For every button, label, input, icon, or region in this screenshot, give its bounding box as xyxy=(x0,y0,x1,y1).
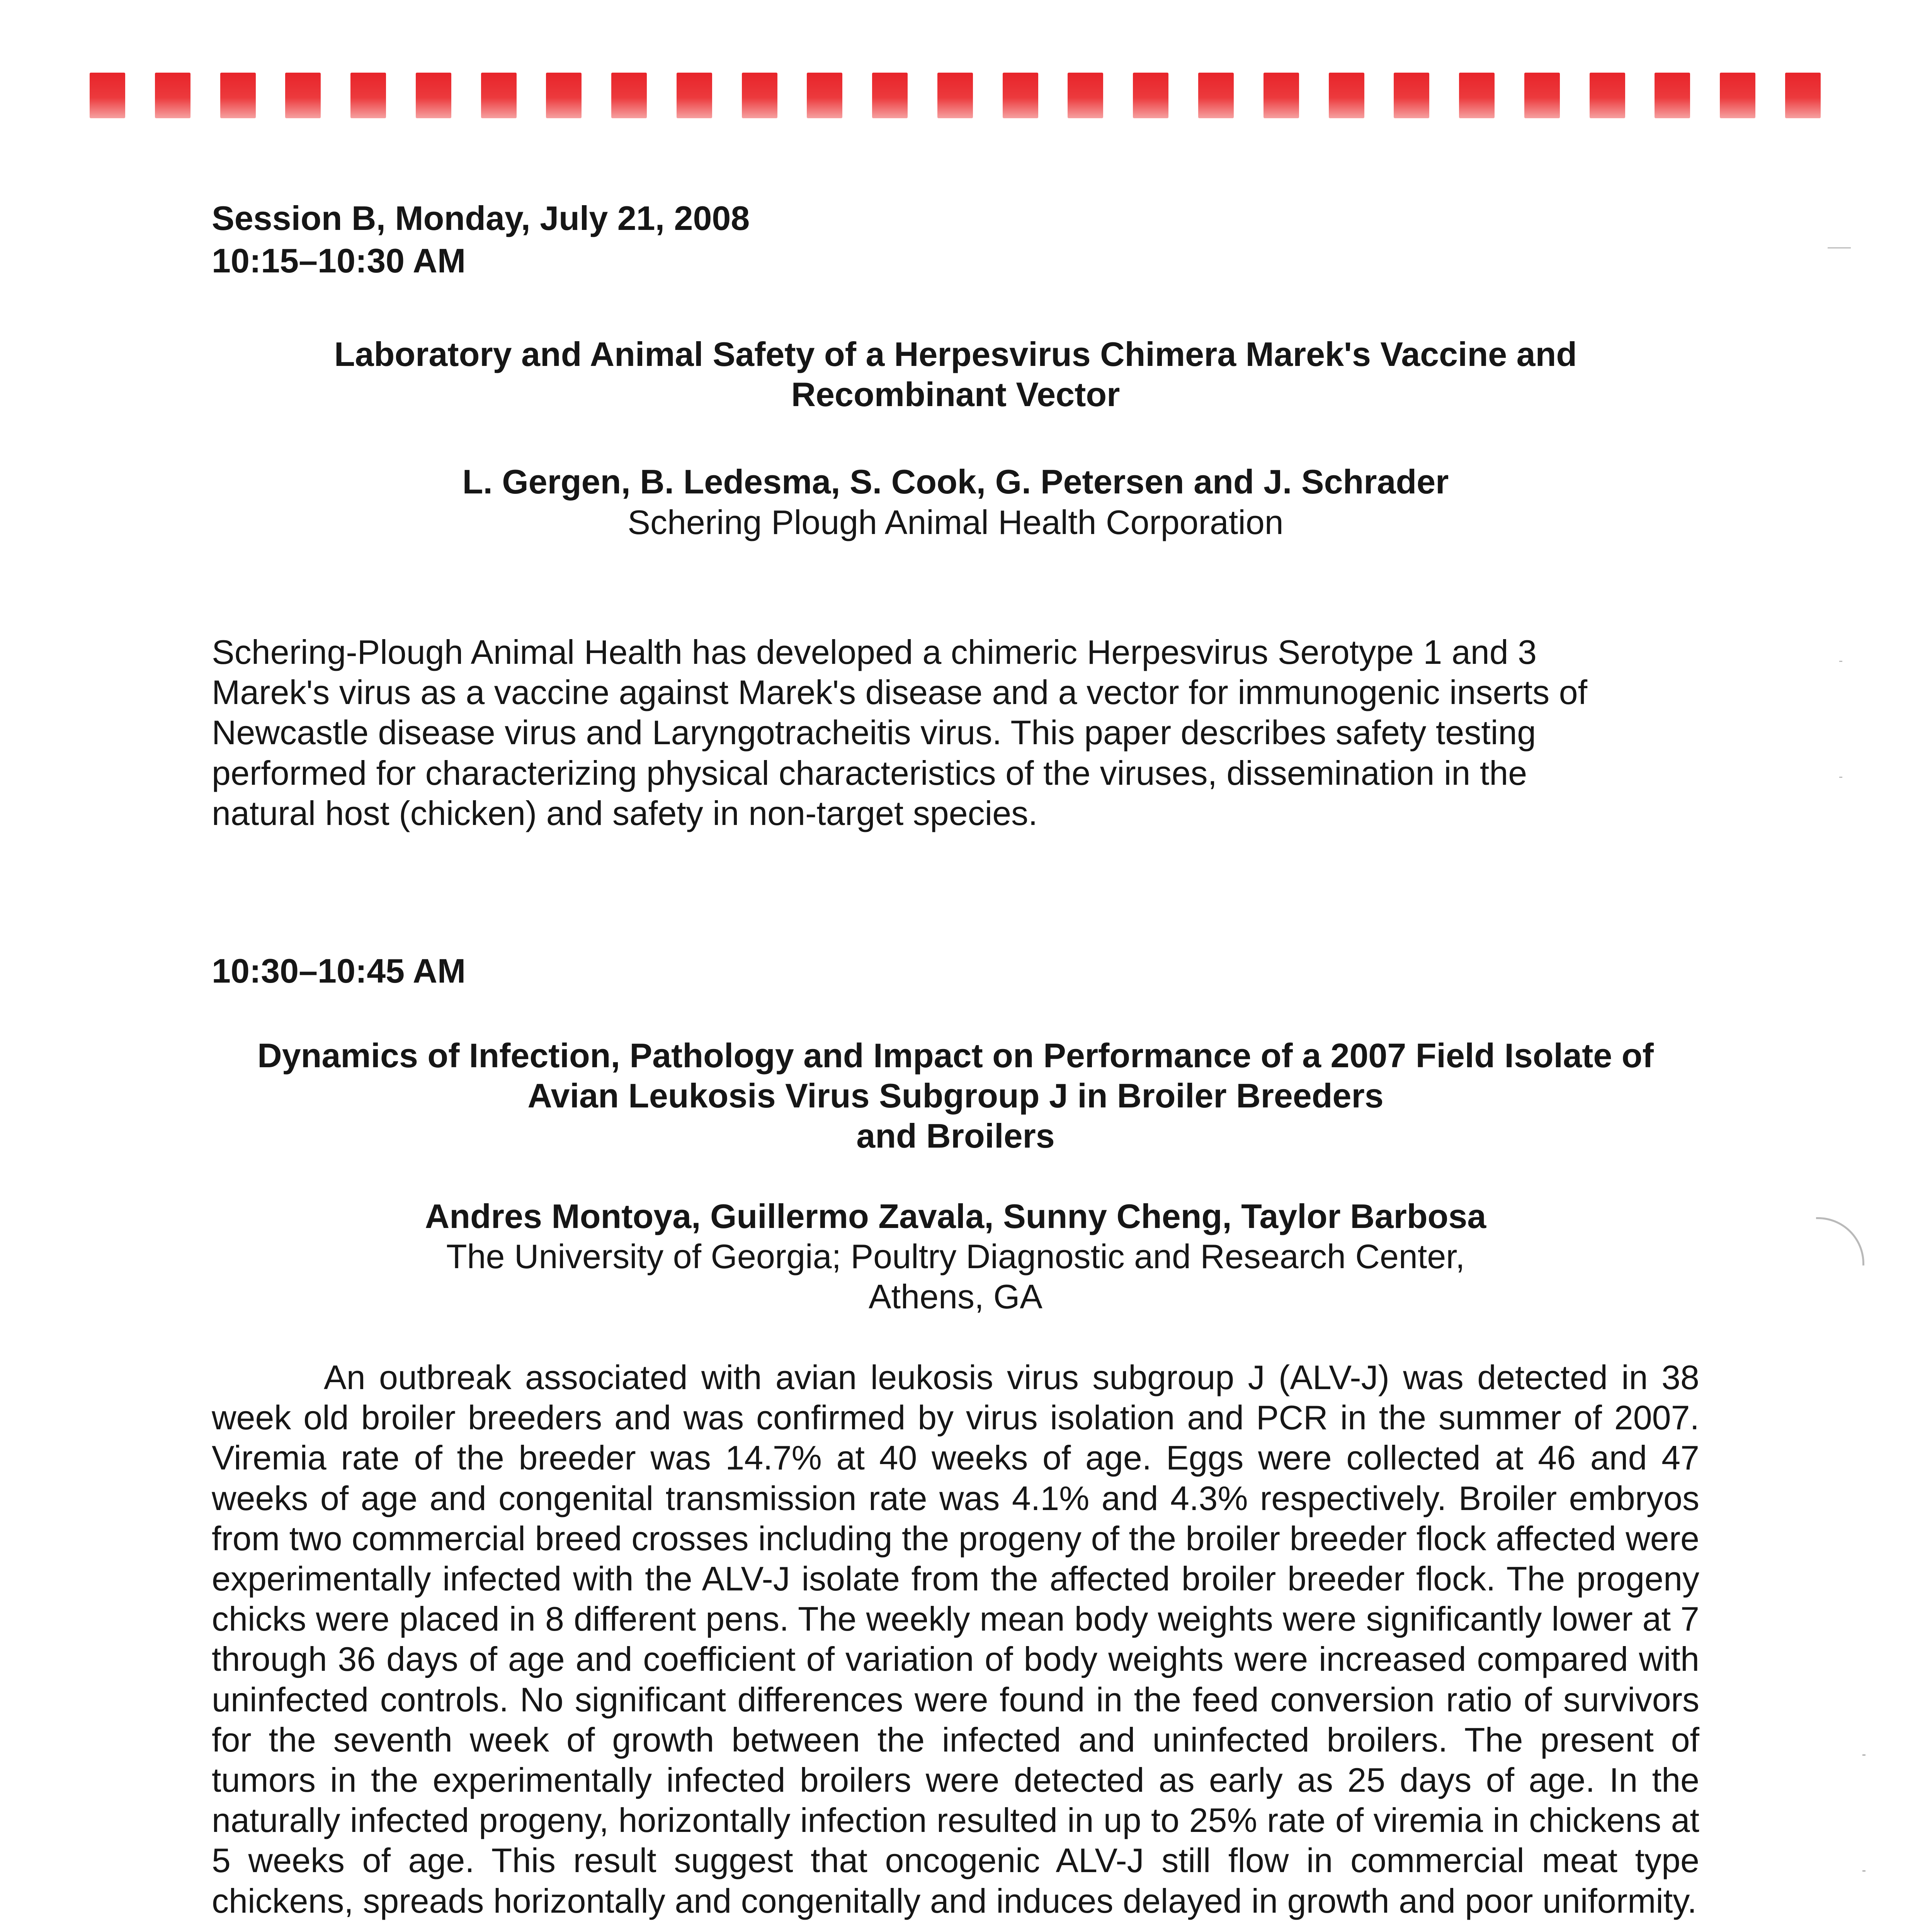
affiliation-line: Athens, GA xyxy=(868,1277,1042,1316)
header-dash xyxy=(546,73,582,118)
header-dash xyxy=(677,73,712,118)
affiliation-line: The University of Georgia; Poultry Diagnostic and Research Center, xyxy=(446,1237,1465,1276)
session-header xyxy=(212,197,1139,282)
session-date: Session B, Monday, July 21, 2008 xyxy=(212,199,750,237)
paper-title-line: Avian Leukosis Virus Subgroup J in Broiler Breeders xyxy=(527,1077,1384,1115)
header-dash xyxy=(1263,73,1299,118)
scan-mark xyxy=(1839,777,1842,778)
paper-title-line: and Broilers xyxy=(856,1117,1055,1155)
scan-mark xyxy=(1839,661,1842,662)
paper-authors: Andres Montoya, Guillermo Zavala, Sunny Cheng, Taylor Barbosa xyxy=(425,1197,1486,1235)
header-dash xyxy=(1133,73,1168,118)
scan-mark xyxy=(1828,247,1851,248)
header-dash xyxy=(1198,73,1234,118)
header-dash xyxy=(155,73,190,118)
header-dash xyxy=(1394,73,1429,118)
session-time: 10:30–10:45 AM xyxy=(212,952,466,990)
header-dash xyxy=(1459,73,1495,118)
header-dash xyxy=(90,73,125,118)
header-dash xyxy=(220,73,256,118)
paper-title-line: Recombinant Vector xyxy=(791,375,1120,413)
header-decoration-bar xyxy=(90,73,1821,127)
abstract-line: natural host (chicken) and safety in non-target species. xyxy=(212,794,1038,832)
header-dash xyxy=(1068,73,1103,118)
abstract-line: Newcastle disease virus and Laryngotracheitis virus. This paper describes safety testing xyxy=(212,713,1536,752)
header-dash xyxy=(481,73,517,118)
header-dash xyxy=(1524,73,1560,118)
header-dash xyxy=(807,73,842,118)
header-dash xyxy=(1655,73,1690,118)
paper-affiliation xyxy=(212,1236,1699,1317)
paper-title-line: Laboratory and Animal Safety of a Herpesvirus Chimera Marek's Vaccine and xyxy=(334,335,1577,373)
scan-mark xyxy=(1862,1870,1865,1872)
header-dash xyxy=(285,73,321,118)
header-dash xyxy=(742,73,777,118)
header-dash xyxy=(416,73,451,118)
abstract-line: Marek's virus as a vaccine against Marek's disease and a vector for immunogenic inserts of xyxy=(212,673,1588,712)
paper-title xyxy=(212,1036,1699,1156)
header-dash xyxy=(611,73,647,118)
scan-mark xyxy=(1862,1754,1865,1756)
paper-title-line: Dynamics of Infection, Pathology and Impact on Performance of a 2007 Field Isolate of xyxy=(257,1036,1654,1075)
header-dash xyxy=(1590,73,1625,118)
header-dash xyxy=(1003,73,1038,118)
header-dash xyxy=(937,73,973,118)
paper-abstract xyxy=(212,1357,1699,1921)
header-dash xyxy=(1329,73,1364,118)
header-dash xyxy=(1785,73,1821,118)
paper-abstract xyxy=(212,632,1699,833)
header-dash xyxy=(1720,73,1755,118)
scan-mark xyxy=(1816,1217,1864,1265)
paper-authors: L. Gergen, B. Ledesma, S. Cook, G. Petersen and J. Schrader xyxy=(462,463,1449,501)
abstract-line: performed for characterizing physical characteristics of the viruses, dissemination in the xyxy=(212,753,1527,792)
abstract-text: An outbreak associated with avian leukosis virus subgroup J (ALV-J) was detected in 38 week old broiler breeders and was confirmed by virus isolation and PCR in the summer of 2007. Viremia rate of the breeder was 14.7% at 40 weeks of age. Eggs were collected at 46 and 47 weeks of age and congenital transmission rate was 4.1% and 4.3% respectively. Broiler embryos from two commercial breed crosses including the progeny of the broiler breeder flock affected were experimentally infected with the ALV-J isolate from the affected broiler breeder flock. The progeny chicks were placed in 8 different pens. The weekly mean body weights were significantly lower at 7 through 36 days of age and coefficient of variation of body weights were increased compared with uninfected controls. No significant differences were found in the feed conversion ratio of survivors for the seventh week of growth between the infected and uninfected broilers. The present of tumors in the experimentally infected broilers were detected as early as 25 days of age. In the naturally infected progeny, horizontally infection resulted in up to 25% rate of viremia in chickens at 5 weeks of age. This result suggest that oncogenic ALV-J still flow in commercial meat type chickens, spreads horizontally and congenitally and induces delayed in growth and poor uniformity. xyxy=(212,1358,1699,1920)
session-time: 10:15–10:30 AM xyxy=(212,242,466,280)
header-dash xyxy=(872,73,908,118)
header-dash xyxy=(350,73,386,118)
abstract-line: Schering-Plough Animal Health has developed a chimeric Herpesvirus Serotype 1 and 3 xyxy=(212,633,1537,671)
paper-title xyxy=(212,334,1699,415)
paper-affiliation: Schering Plough Animal Health Corporation xyxy=(627,503,1284,541)
